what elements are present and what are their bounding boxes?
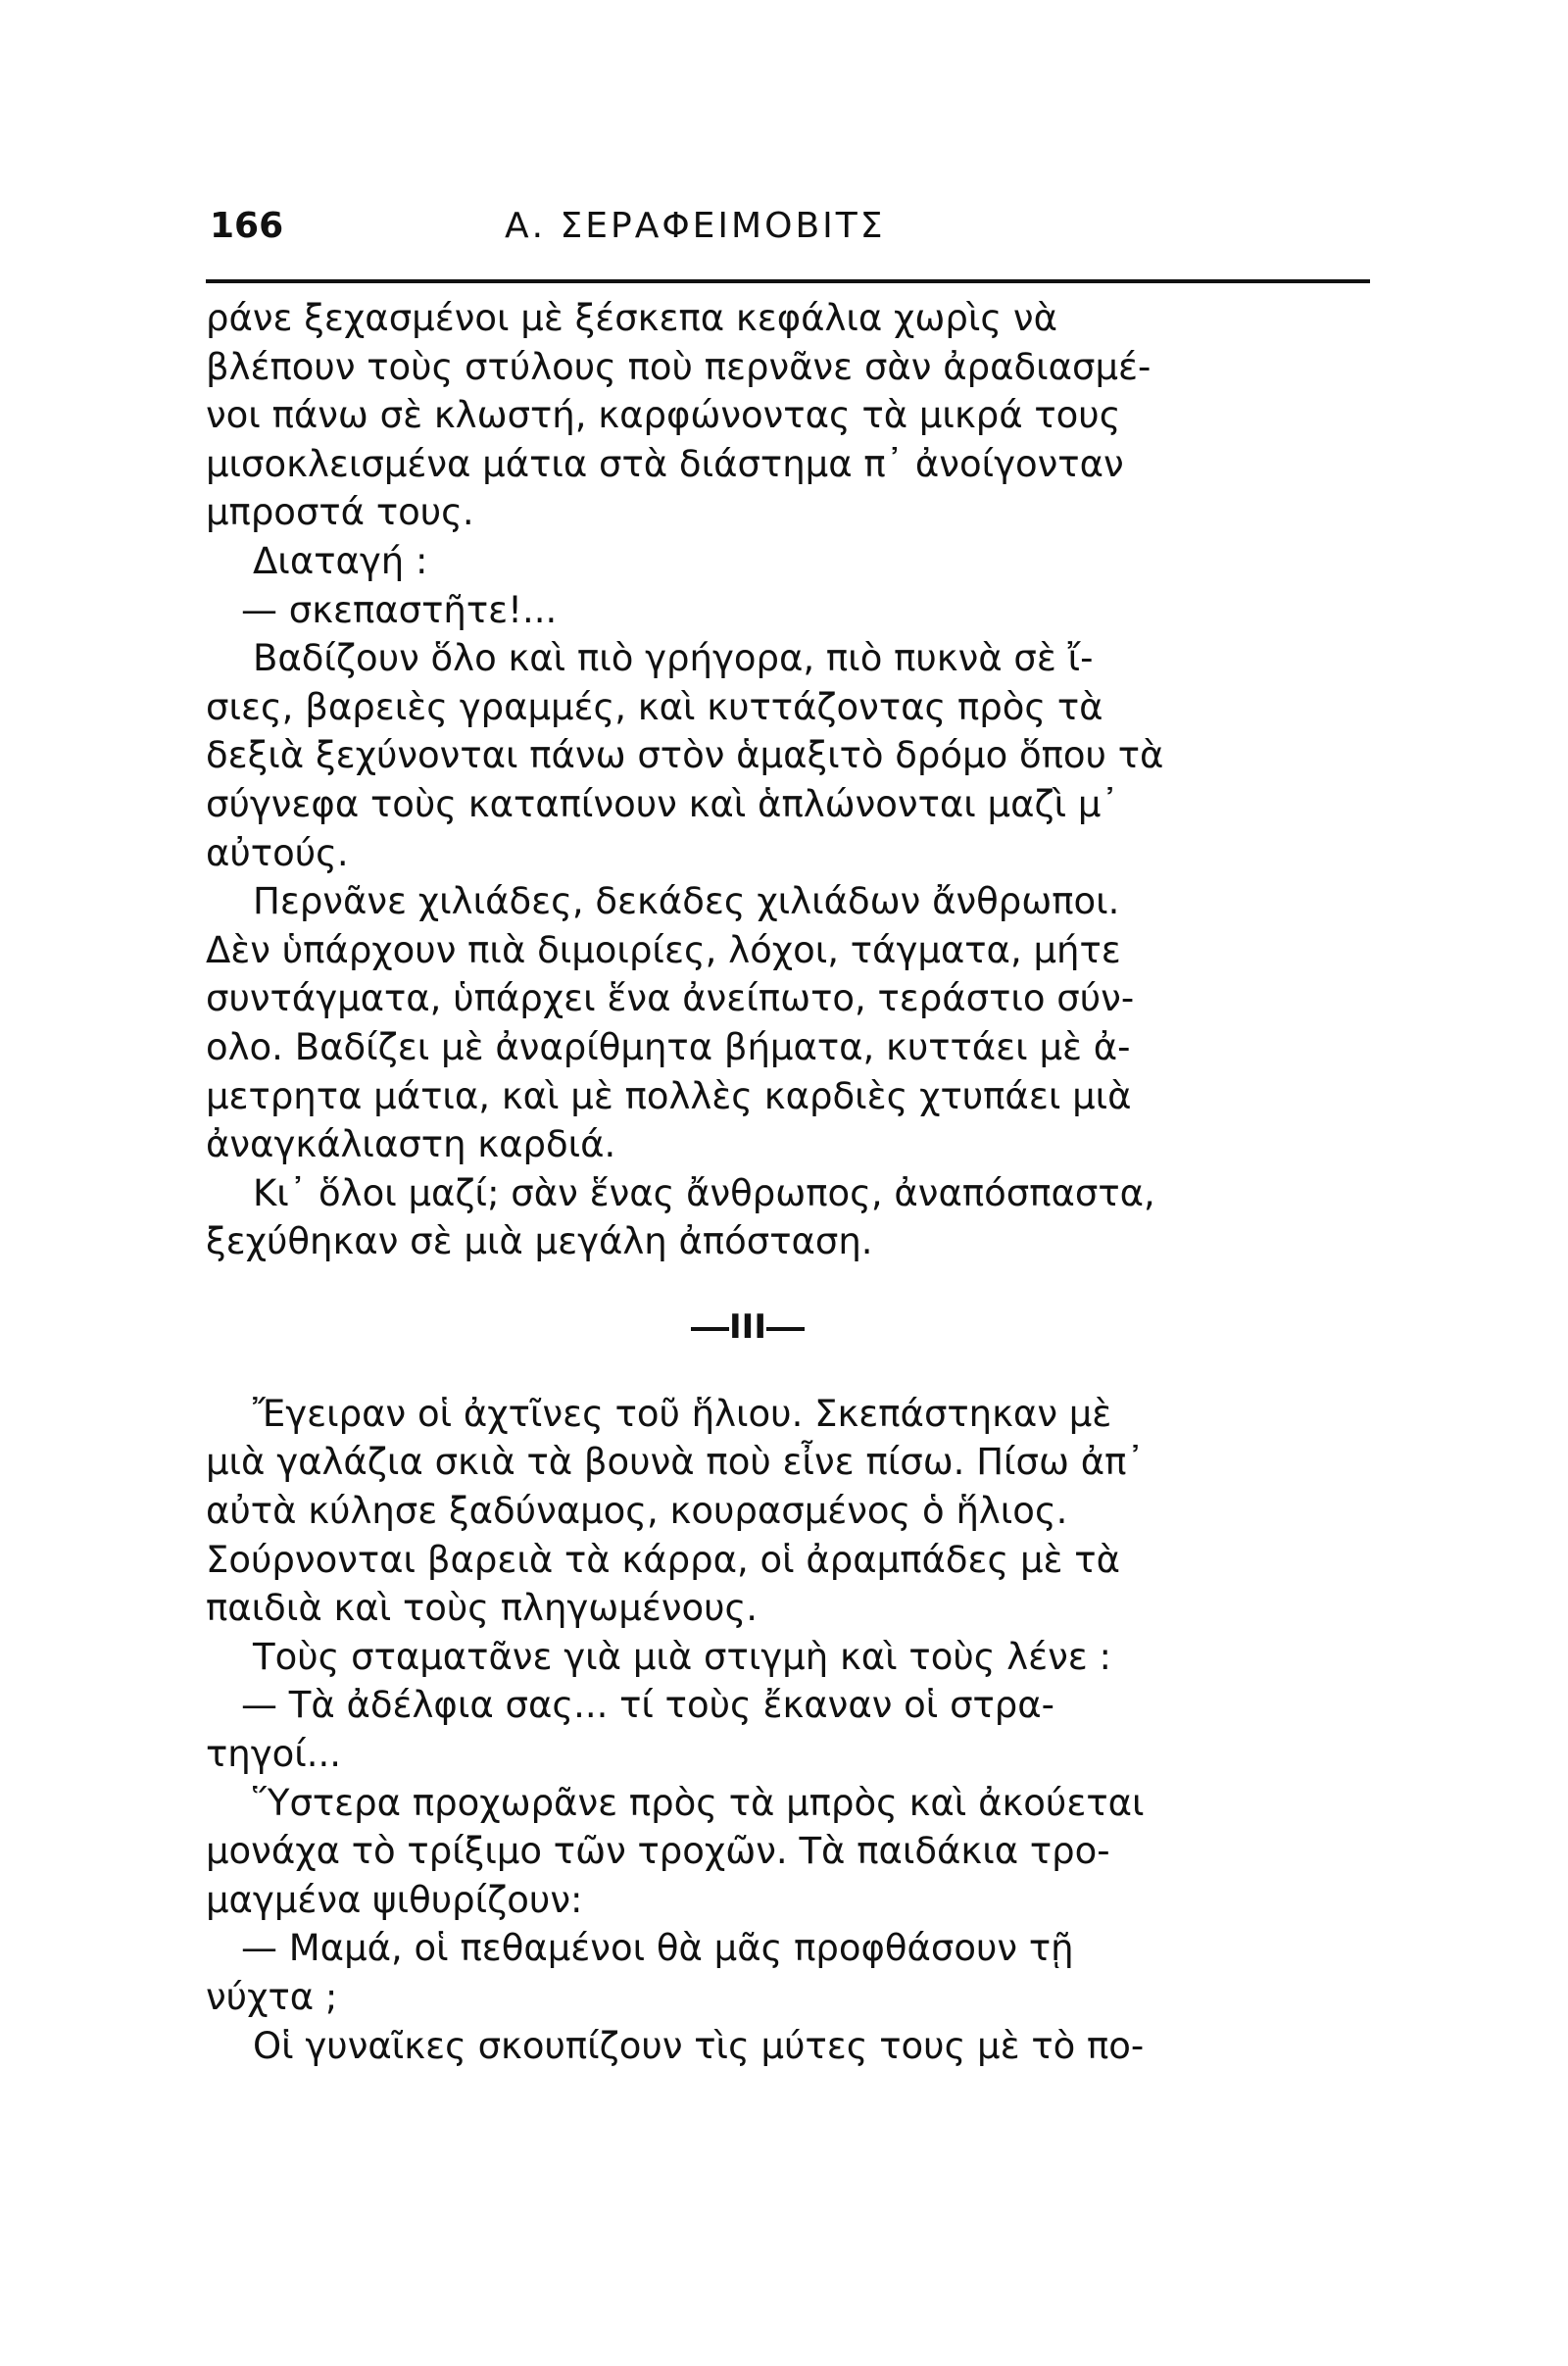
- header-rule: [206, 279, 1370, 283]
- text-line: Σούρνονται βαρειὰ τὰ κάρρα, οἱ ἀραμπάδες μὲ τὰ: [206, 1538, 1120, 1581]
- text-line: συντάγματα, ὑπάρχει ἕνα ἀνείπωτο, τεράστιο σύν-: [206, 977, 1135, 1020]
- text-line: σύγνεφα τοὺς καταπίνουν καὶ ἁπλώνονται μαζὶ μ᾽: [206, 782, 1119, 825]
- text-line: δεξιὰ ξεχύνονται πάνω στὸν ἁμαξιτὸ δρόμο ὅπου τὰ: [206, 734, 1164, 777]
- text-line: αὐτούς.: [206, 831, 349, 874]
- running-head: Α. ΣΕΡΑΦΕΙΜΟΒΙΤΣ: [505, 206, 886, 246]
- text-line: — Τὰ ἀδέλφια σας... τί τοὺς ἔκαναν οἱ στρα-: [241, 1684, 1055, 1727]
- page-body: [206, 294, 1362, 2070]
- text-line: Περνᾶνε χιλιάδες, δεκάδες χιλιάδων ἄνθρωποι.: [253, 880, 1120, 923]
- text-line: σιες, βαρειὲς γραμμές, καὶ κυττάζοντας πρὸς τὰ: [206, 685, 1103, 728]
- text-line: μπροστά τους.: [206, 491, 474, 534]
- text-line: μιὰ γαλάζια σκιὰ τὰ βουνὰ ποὺ εἶνε πίσω. Πίσω ἀπ᾽: [206, 1441, 1145, 1484]
- section-numeral: III: [729, 1306, 766, 1347]
- text-line: νύχτα ;: [206, 1976, 338, 2018]
- text-line: ολο. Βαδίζει μὲ ἀναρίθμητα βήματα, κυττάει μὲ ἀ-: [206, 1025, 1131, 1068]
- text-line: νοι πάνω σὲ κλωστή, καρφώνοντας τὰ μικρά τους: [206, 394, 1121, 437]
- text-line: μονάχα τὸ τρίξιμο τῶν τροχῶν. Τὰ παιδάκια τρο-: [206, 1830, 1110, 1873]
- text-line: παιδιὰ καὶ τοὺς πληγωμένους.: [206, 1587, 759, 1630]
- text-line: Βαδίζουν ὅλο καὶ πιὸ γρήγορα, πιὸ πυκνὰ σὲ ἴ-: [253, 637, 1094, 680]
- page-number: 166: [210, 206, 284, 246]
- text-line: Ἔγειραν οἱ ἀχτῖνες τοῦ ἥλιου. Σκεπάστηκαν μὲ: [253, 1392, 1112, 1435]
- text-line: Οἱ γυναῖκες σκουπίζουν τὶς μύτες τους μὲ τὸ πο-: [253, 2024, 1145, 2067]
- text-line: Δὲν ὑπάρχουν πιὰ διμοιρίες, λόχοι, τάγματα, μήτε: [206, 928, 1121, 971]
- text-line: ράνε ξεχασμένοι μὲ ξέσκεπα κεφάλια χωρὶς νὰ: [206, 297, 1057, 339]
- text-line: — σκεπαστῆτε!...: [241, 588, 558, 631]
- text-line: τηγοί...: [206, 1733, 342, 1776]
- text-line: μετρητα μάτια, καὶ μὲ πολλὲς καρδιὲς χτυπάει μιὰ: [206, 1074, 1132, 1117]
- text-line: ἀναγκάλιαστη καρδιά.: [206, 1123, 616, 1166]
- text-line: ξεχύθηκαν σὲ μιὰ μεγάλη ἀπόσταση.: [206, 1220, 873, 1263]
- text-line: μισοκλεισμένα μάτια στὰ διάστημα π᾽ ἀνοίγονταν: [206, 442, 1124, 485]
- section-separator: [206, 1304, 1362, 1353]
- text-line: αὐτὰ κύλησε ξαδύναμος, κουρασμένος ὁ ἥλιος.: [206, 1490, 1068, 1533]
- text-line: Διαταγή :: [253, 539, 428, 582]
- text-line: βλέπουν τοὺς στύλους ποὺ περνᾶνε σὰν ἀραδιασμέ-: [206, 345, 1152, 388]
- text-line: μαγμένα ψιθυρίζουν:: [206, 1878, 583, 1921]
- page-header: [206, 196, 1367, 267]
- text-line: Ὕστερα προχωρᾶνε πρὸς τὰ μπρὸς καὶ ἀκούεται: [253, 1781, 1145, 1824]
- text-line: Κι᾽ ὅλοι μαζί; σὰν ἕνας ἄνθρωπος, ἀναπόσπαστα,: [253, 1171, 1155, 1214]
- text-line: Τοὺς σταματᾶνε γιὰ μιὰ στιγμὴ καὶ τοὺς λένε :: [253, 1635, 1112, 1678]
- text-line: — Μαμά, οἱ πεθαμένοι θὰ μᾶς προφθάσουν τῇ: [241, 1927, 1074, 1970]
